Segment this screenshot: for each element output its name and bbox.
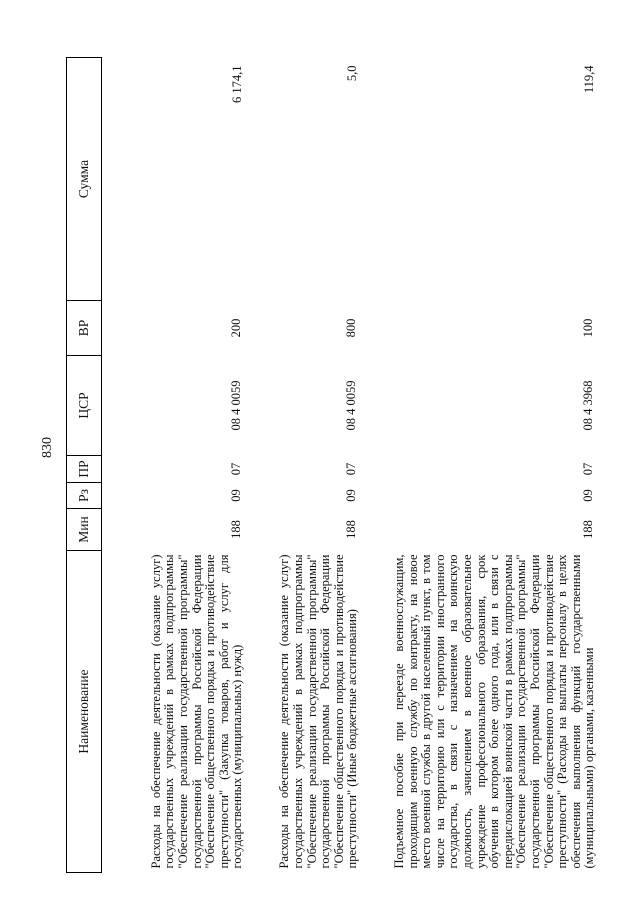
row-name: Расходы на обеспечение деятельности (оказание услуг) государственных учреждений в рамках подпрограммы "Обеспечение реализации государственной программы" государственной программы Российской Федерации "Обеспечение общественного порядка и противодействие преступности" (Закупка товаров, работ и услуг для государственных (муниципальных) нужд) bbox=[148, 554, 245, 869]
row-name: Подъемное пособие при переезде военнослужащим, проходящим военную службу по контракту, на новое место военной службы в другой населенный пункт, в том числе на территорию или с территории иностранного государства, в связи с назначением на воинскую должность, зачислением в военное образовательное учреждение профессионального образования, срок обучения в котором более одного года, или в связи с передислокацией воинской части в рамках подпрограммы "Обеспечение реализации государственной программы" государственной программы Российской Федерации "Обеспечение общественного порядка и противодействие преступности" (Расходы на выплаты персоналу в целях обеспечения выполнения функций государственными (муниципальными) органами, казенными bbox=[392, 554, 597, 869]
table-header-row bbox=[67, 58, 102, 873]
row-min: 188 bbox=[344, 520, 359, 539]
rotated-table-container bbox=[66, 58, 602, 873]
budget-table bbox=[66, 57, 599, 873]
row-pr: 07 bbox=[344, 462, 359, 476]
row-csr: 08 4 0059 bbox=[229, 380, 244, 431]
header-csr: ЦСР bbox=[67, 356, 102, 456]
row-min: 188 bbox=[581, 520, 596, 539]
header-vr: ВР bbox=[67, 301, 102, 356]
row-vr: 100 bbox=[581, 318, 596, 338]
row-pr: 07 bbox=[229, 462, 244, 476]
header-name: Наименование bbox=[67, 551, 102, 873]
table-row bbox=[247, 58, 362, 873]
row-csr: 08 4 0059 bbox=[344, 380, 359, 431]
row-vr: 200 bbox=[229, 318, 244, 338]
header-pr: ПР bbox=[67, 456, 102, 483]
row-rz: 09 bbox=[229, 489, 244, 502]
row-name: Расходы на обеспечение деятельности (оказание услуг) государственных учреждений в рамках подпрограммы "Обеспечение реализации государственной программы" государственной программы Российской Федерации "Обеспечение общественного порядка и противодействие преступности" (Иные бюджетные ассигнования) bbox=[277, 554, 360, 869]
row-sum: 5,0 bbox=[345, 65, 360, 82]
row-rz: 09 bbox=[344, 489, 359, 502]
page-number: 830 bbox=[40, 437, 55, 458]
table-row bbox=[362, 58, 599, 873]
row-vr: 800 bbox=[344, 318, 359, 338]
header-sum: Сумма bbox=[67, 58, 102, 301]
header-min: Мин bbox=[67, 509, 102, 551]
row-min: 188 bbox=[229, 520, 244, 539]
row-sum: 119,4 bbox=[582, 65, 597, 94]
header-rz: Рз bbox=[67, 483, 102, 509]
row-csr: 08 4 3968 bbox=[581, 380, 596, 431]
row-sum: 6 174,1 bbox=[230, 65, 245, 103]
row-pr: 07 bbox=[581, 462, 596, 476]
table-row bbox=[102, 58, 248, 873]
row-rz: 09 bbox=[581, 489, 596, 502]
